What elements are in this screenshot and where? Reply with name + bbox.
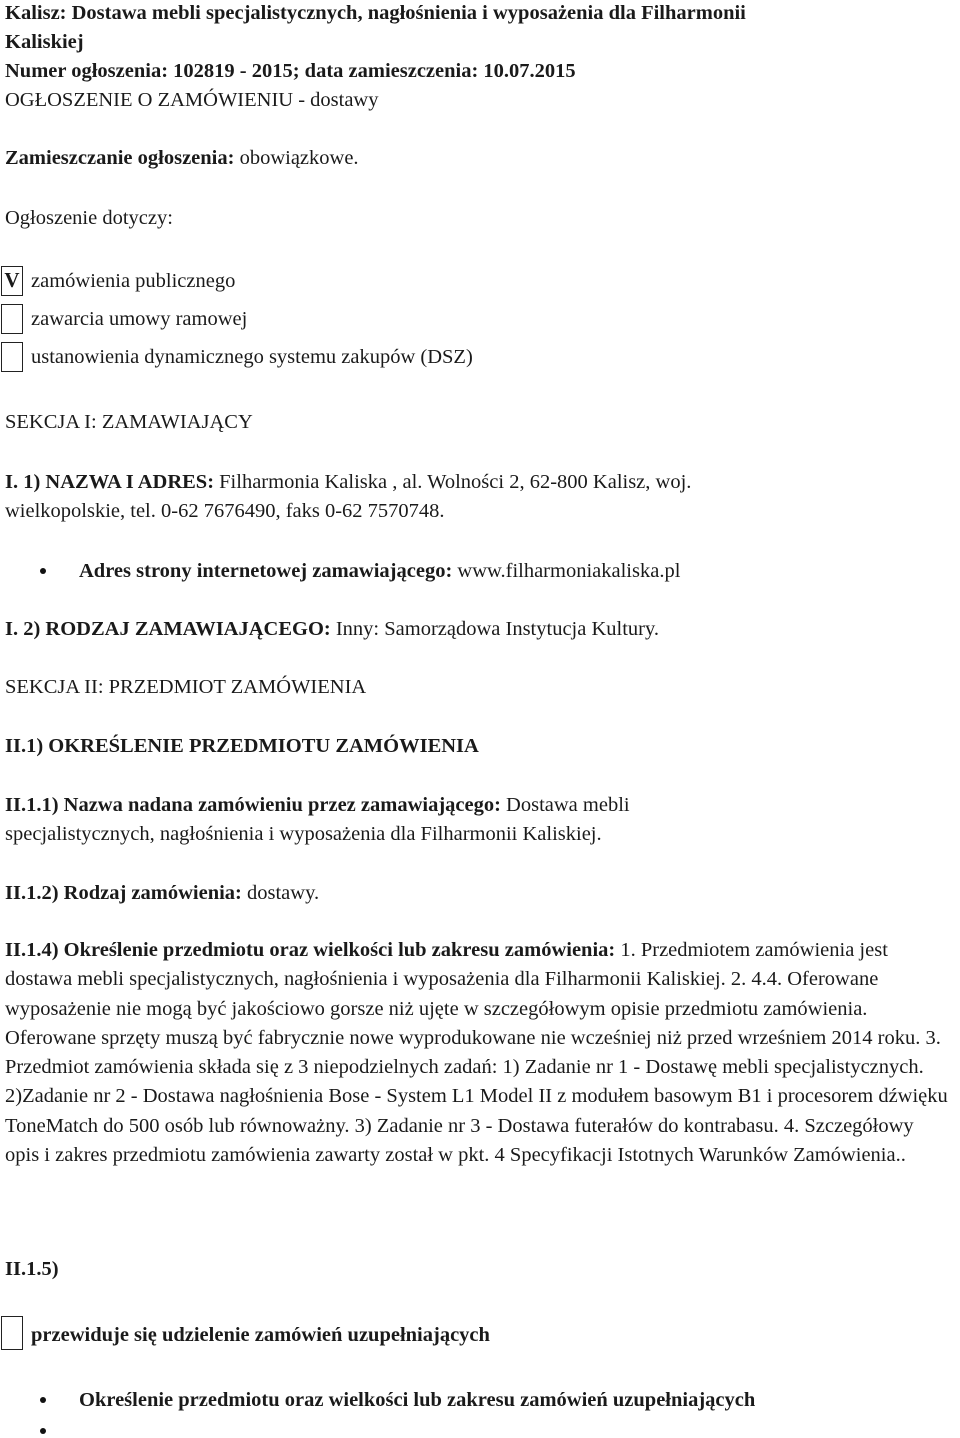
item111-label: II.1.1) Nazwa nadana zamówieniu przez zamawiającego: (5, 794, 501, 816)
item111-line1 (5, 792, 630, 818)
item115-bullet-text: Określenie przedmiotu oraz wielkości lub zakresu zamówień uzupełniających (79, 1389, 756, 1411)
posting-label: Zamieszczanie ogłoszenia: (5, 147, 235, 169)
section1-name-line2: wielkopolskie, tel. 0-62 7676490, faks 0-62 7570748. (5, 500, 445, 522)
checkbox-dps-label: ustanowienia dynamicznego systemu zakupów (DSZ) (31, 346, 473, 368)
section1-name-line1 (5, 469, 691, 495)
item112-label: II.1.2) Rodzaj zamówienia: (5, 882, 242, 904)
website-link[interactable]: www.filharmoniakaliska.pl (457, 560, 681, 582)
checkbox-supplementary-orders (1, 1316, 23, 1350)
item114-label: II.1.4) Określenie przedmiotu oraz wielkości lub zakresu zamówienia: (5, 939, 616, 961)
posting-value: obowiązkowe. (239, 147, 359, 169)
section1-type-line (5, 616, 659, 642)
section1-type-value: Inny: Samorządowa Instytucja Kultury. (335, 618, 660, 640)
posting-line (5, 145, 359, 171)
item111-value: Dostawa mebli (506, 794, 630, 816)
checkbox-public-order-label: zamówienia publicznego (31, 270, 236, 292)
website-line (79, 558, 680, 584)
notice-number: Numer ogłoszenia: 102819 - 2015; data zamieszczenia: 10.07.2015 (5, 60, 576, 82)
item115-label: II.1.5) (5, 1258, 59, 1280)
checkbox-dps (1, 342, 23, 372)
checkbox-framework-agreement-label: zawarcia umowy ramowej (31, 308, 248, 330)
section1-heading: SEKCJA I: ZAMAWIAJĄCY (5, 411, 253, 433)
document-title-line2: Kaliskiej (5, 31, 84, 53)
bullet-icon (40, 1428, 46, 1434)
concerns-heading: Ogłoszenie dotyczy: (5, 207, 173, 229)
website-label: Adres strony internetowej zamawiającego: (79, 560, 453, 582)
bullet-icon (40, 1397, 46, 1403)
bullet-icon (40, 568, 46, 574)
item112-line (5, 880, 319, 906)
section2-subheading: II.1) OKREŚLENIE PRZEDMIOTU ZAMÓWIENIA (5, 735, 479, 757)
section2-heading: SEKCJA II: PRZEDMIOT ZAMÓWIENIA (5, 676, 367, 698)
section1-name-label: I. 1) NAZWA I ADRES: (5, 471, 215, 493)
item112-value: dostawy. (247, 882, 320, 904)
section1-type-label: I. 2) RODZAJ ZAMAWIAJĄCEGO: (5, 618, 331, 640)
checkbox-public-order: V (1, 266, 23, 296)
notice-type: OGŁOSZENIE O ZAMÓWIENIU - dostawy (5, 89, 379, 111)
checkbox-framework-agreement (1, 304, 23, 334)
item114-text: 1. Przedmiotem zamówienia jest dostawa mebli specjalistycznych, nagłośnienia i wyposażenia dla Filharmonii Kaliskiej. 2. 4.4. Oferowane wyposażenie nie mogą być jakościowo gorsze niż ujęte w szczegółowym opisie przedmiotu zamówienia. Oferowane sprzęty muszą być fabrycznie nowe wyprodukowane nie wcześniej niż przed wrześniem 2014 roku. 3. Przedmiot zamówienia składa się z 3 niepodzielnych zadań: 1) Zadanie nr 1 - Dostawę mebli specjalistycznych. 2)Zadanie nr 2 - Dostawa nagłośnienia Bose - System L1 Model II z modułem basowym B1 i procesorem dźwięku ToneMatch do 500 osób lub równoważny. 3) Zadanie nr 3 - Dostawa futerałów do kontrabasu. 4. Szczegółowy opis i zakres przedmiotu zamówienia zawarty został w pkt. 4 Specyfikacji Istotnych Warunków Zamówienia.. (5, 939, 948, 1167)
document-title-line1: Kalisz: Dostawa mebli specjalistycznych, nagłośnienia i wyposażenia dla Filharmonii (5, 2, 746, 24)
checkbox-supplementary-orders-label: przewiduje się udzielenie zamówień uzupełniających (31, 1324, 490, 1346)
item114-paragraph (5, 936, 950, 1170)
section1-name-value: Filharmonia Kaliska , al. Wolności 2, 62-800 Kalisz, woj. (219, 471, 692, 493)
item111-line2: specjalistycznych, nagłośnienia i wyposażenia dla Filharmonii Kaliskiej. (5, 823, 602, 845)
